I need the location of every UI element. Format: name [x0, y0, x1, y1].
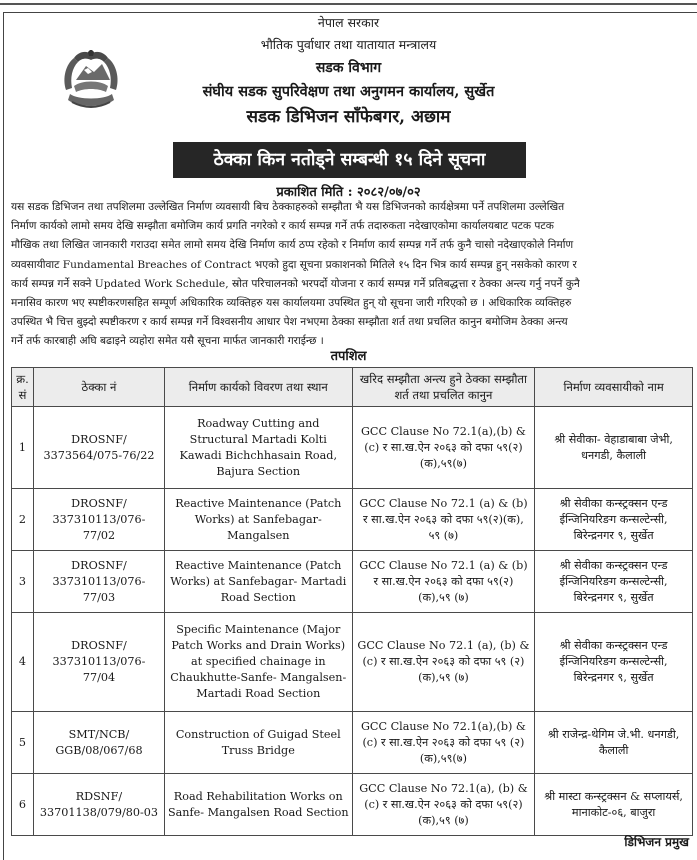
- cell-contractor: श्री सेवीका- वेहाडाबाबा जेभी, धनगडी, कैलाली: [535, 407, 693, 489]
- notice-body-line: उपस्थित भै चित्त बुझ्दो स्पष्टीकरण र कार्य सम्पन्न गर्ने विश्वसनीय आधार पेश नभएमा ठेक्का सम्झौता शर्त तथा प्रचलित कानुन बमोजिम ठेक्का अन्त्य: [11, 316, 568, 329]
- cell-description: Construction of Guigad Steel Truss Bridge: [164, 712, 352, 774]
- col-contract-no: ठेक्का नं: [33, 368, 164, 407]
- col-serial: क्र. सं: [12, 368, 34, 407]
- cell-law: GCC Clause No 72.1(a), (b) & (c) र सा.ख.ऐन २०६३ को दफा ५९(२) (क),५९ (७): [352, 774, 535, 836]
- cell-serial: 3: [12, 551, 34, 613]
- cell-contract-no: DROSNF/ 337310113/076-77/02: [33, 489, 164, 551]
- top-rule: [0, 3, 697, 5]
- cell-description: Specific Maintenance (Major Patch Works and Drain Works) at specified chainage in Chaukhutte-Sanfe- Mangalsen-Martadi Road Section: [164, 613, 352, 712]
- office-name: संघीय सडक सुपरिवेक्षण तथा अनुगमन कार्यालय, सुर्खेत: [202, 83, 495, 100]
- cell-serial: 4: [12, 613, 34, 712]
- cell-law: GCC Clause No 72.1 (a) & (b) र सा.ख.ऐन २०६३ को दफा ५९(२) (क),५९ (७): [352, 551, 535, 613]
- published-date: प्रकाशित मिति : २०८२/०७/०२: [276, 185, 421, 200]
- contract-schedule-table: [11, 367, 693, 836]
- notice-body-line: निर्माण कार्यको लामो समय देखि सम्झौता बमोजिम कार्य प्रगति नगरेको र कार्य सम्पन्न गर्ने तर्फ तदारुकता नदेखाएकोमा कार्यालयबाट पटक पटक: [11, 220, 554, 233]
- col-description: निर्माण कार्यको विवरण तथा स्थान: [164, 368, 352, 407]
- notice-body-line: मनासिव कारण भए स्पष्टीकरणसहित सम्पूर्ण अधिकारिक व्यक्तिहरु यस कार्यालयमा उपस्थित हुन् यो सूचना जारी गरिएको छ । अधिकारिक व्यक्तिहरु: [11, 297, 572, 310]
- cell-contractor: श्री राजेन्द्र-थेगिम जे.भी. धनगडी, कैलाली: [535, 712, 693, 774]
- notice-title: ठेक्का किन नतोड्ने सम्बन्धी १५ दिने सूचना: [173, 142, 526, 178]
- col-law: खरिद सम्झौता अन्त्य हुने ठेक्का सम्झौता शर्त तथा प्रचलित कानुन: [352, 368, 535, 407]
- cell-contractor: श्री सेवीका कन्स्ट्रक्सन एन्ड ईन्जिनियरिङग कन्सल्टेन्सी, बिरेन्द्रनगर ९, सुर्खेत: [535, 613, 693, 712]
- schedule-heading: तपशिल: [330, 349, 367, 364]
- cell-law: GCC Clause No 72.1(a),(b) & (c) र सा.ख.ऐन २०६३ को दफा ५९ (२) (क),५९(७): [352, 712, 535, 774]
- table-row: [12, 613, 693, 712]
- cell-serial: 5: [12, 712, 34, 774]
- division-name: सडक डिभिजन साँफेबगर, अछाम: [246, 107, 451, 127]
- cell-contract-no: DROSNF/ 3373564/075-76/22: [33, 407, 164, 489]
- table-row: [12, 489, 693, 551]
- department-name: सडक विभाग: [315, 60, 382, 76]
- notice-body-line: व्यवसायीवाट Fundamental Breaches of Contract भएको हुदा सूचना प्रकाशनको मितिले १५ दिन भित्र कार्य सम्पन्न हुन् नसकेको कारण र: [11, 258, 577, 271]
- cell-description: Road Rehabilitation Works on Sanfe- Mangalsen Road Section: [164, 774, 352, 836]
- cell-serial: 1: [12, 407, 34, 489]
- cell-law: GCC Clause No 72.1(a),(b) & (c) र सा.ख.ऐन २०६३ को दफा ५९(२)(क),५९(७): [352, 407, 535, 489]
- cell-serial: 2: [12, 489, 34, 551]
- cell-contract-no: DROSNF/ 337310113/076-77/04: [33, 613, 164, 712]
- notice-body-line: कार्य सम्पन्न गर्ने सक्ने Updated Work Schedule, स्रोत परिचालनको भरपर्दो योजना र कार्य सम्पन्न गर्ने प्रतिबद्धत्ता र ठेक्का अन्त्य गर्नु नपर्ने कुनै: [11, 277, 580, 290]
- cell-contract-no: RDSNF/ 33701138/079/80-03: [33, 774, 164, 836]
- cell-contract-no: SMT/NCB/ GGB/08/067/68: [33, 712, 164, 774]
- government-name: नेपाल सरकार: [317, 15, 380, 30]
- notice-body: [11, 198, 694, 352]
- signatory-title: डिभिजन प्रमुख: [624, 835, 689, 849]
- notice-body-line: मौखिक तथा लिखित जानकारी गराउदा समेत लामो समय देखि निर्माण कार्य ठप्प रहेको र निर्माण कार्य सम्पन्न गर्ने तर्फ कुनै चासो नदेखाएकोले निर्माण: [11, 239, 574, 252]
- ministry-name: भौतिक पुर्वाधार तथा यातायात मन्त्रालय: [260, 37, 437, 52]
- table-header-row: [12, 368, 693, 407]
- table-row: [12, 774, 693, 836]
- col-contractor: निर्माण व्यवसायीको नाम: [535, 368, 693, 407]
- notice-body-line: गर्ने तर्फ कारबाही अघि बढाइने व्यहोरा समेत यसै सूचना मार्फत जानकारी गराईन्छ ।: [11, 335, 324, 348]
- cell-contractor: श्री मास्टा कन्स्ट्रक्सन & सप्लायर्स, मानाकोट-०६, बाजुरा: [535, 774, 693, 836]
- table-row: [12, 407, 693, 489]
- cell-contractor: श्री सेवीका कन्स्ट्रक्सन एन्ड ईन्जिनियरिङग कन्सल्टेन्सी, बिरेन्द्रनगर ९, सुर्खेत: [535, 489, 693, 551]
- cell-law: GCC Clause No 72.1 (a), (b) & (c) र सा.ख.ऐन २०६३ को दफा ५९ (२)(क),५९ (७): [352, 613, 535, 712]
- cell-serial: 6: [12, 774, 34, 836]
- cell-contract-no: DROSNF/ 337310113/076-77/03: [33, 551, 164, 613]
- cell-law: GCC Clause No 72.1 (a) & (b) र सा.ख.ऐन २०६३ को दफा ५९(२)(क), ५९ (७): [352, 489, 535, 551]
- table-row: [12, 551, 693, 613]
- cell-description: Roadway Cutting and Structural Martadi Kolti Kawadi Bichchhasain Road, Bajura Section: [164, 407, 352, 489]
- cell-contractor: श्री सेवीका कन्स्ट्रक्सन एन्ड ईन्जिनियरिङग कन्सल्टेन्सी, बिरेन्द्रनगर ९, सुर्खेत: [535, 551, 693, 613]
- table-row: [12, 712, 693, 774]
- notice-body-line: यस सडक डिभिजन तथा तपशिलमा उल्लेखित निर्माण व्यवसायी बिच ठेक्काहरुको सम्झौता भै यस डिभिजनको कार्यक्षेत्रमा पर्ने तपशिलमा उल्लेखित: [11, 201, 565, 213]
- cell-description: Reactive Maintenance (Patch Works) at Sanfebagar-Mangalsen: [164, 489, 352, 551]
- cell-description: Reactive Maintenance (Patch Works) at Sanfebagar- Martadi Road Section: [164, 551, 352, 613]
